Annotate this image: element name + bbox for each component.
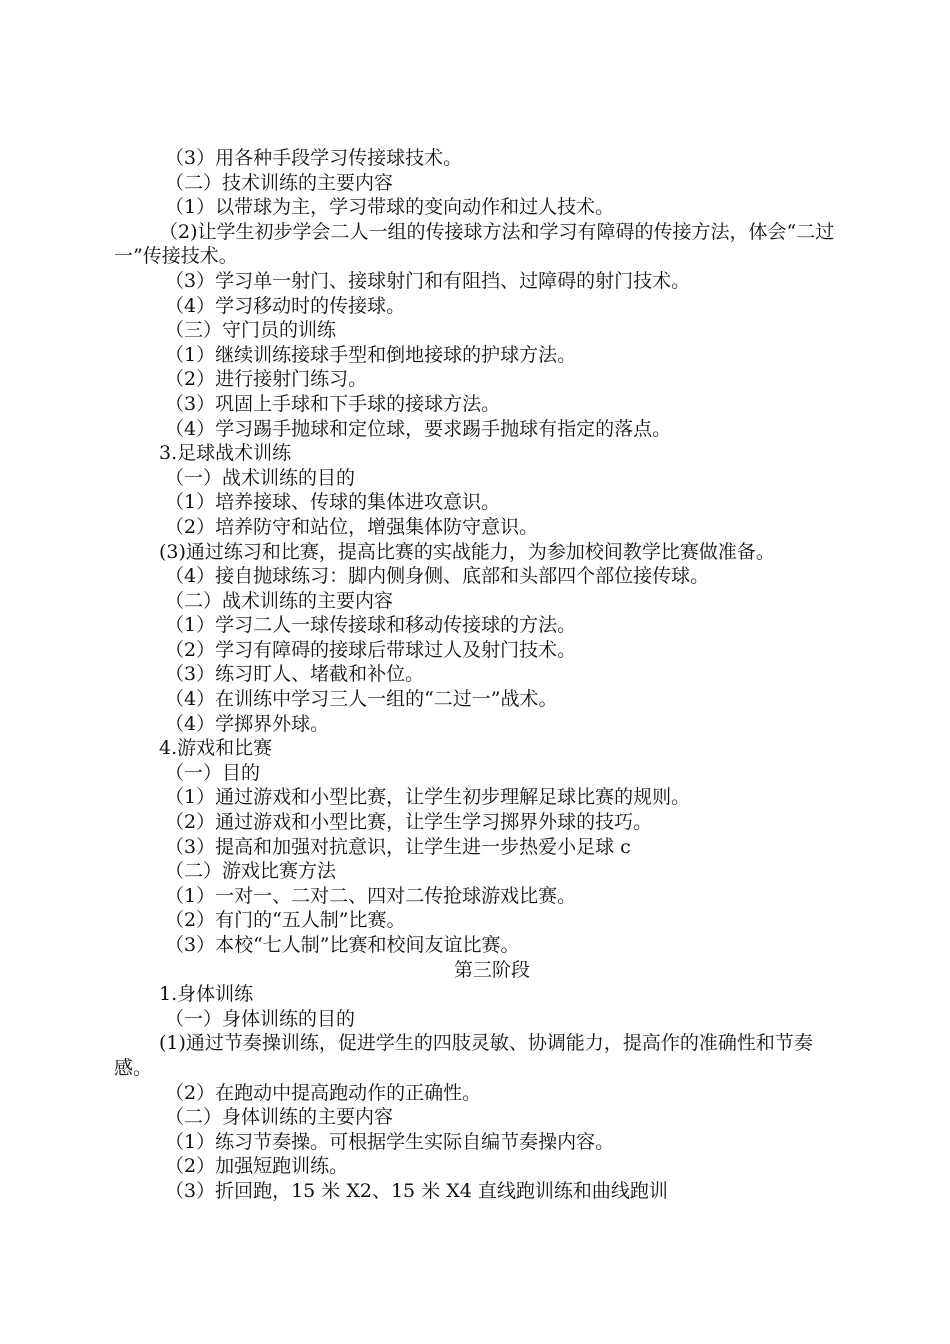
text-line: （1）学习二人一球传接球和移动传接球的方法。 — [165, 614, 577, 637]
text-line: （1）继续训练接球手型和倒地接球的护球方法。 — [165, 343, 577, 366]
section-heading: 4.游戏和比赛 — [159, 737, 273, 760]
text-line: （2）培养防守和站位，增强集体防守意识。 — [165, 515, 539, 538]
section-heading: （三）守门员的训练 — [165, 319, 337, 342]
section-heading: （一）目的 — [165, 761, 261, 784]
text-line: （3）提高和加强对抗意识，让学生进一步热爱小足球 c — [165, 835, 631, 858]
text-line: （3）本校“七人制”比赛和校间友谊比赛。 — [165, 934, 520, 956]
text-line: （3）用各种手段学习传接球技术。 — [165, 147, 463, 169]
text-line: （2）学习有障碍的接球后带球过人及射门技术。 — [165, 638, 577, 661]
section-heading: 3.足球战术训练 — [159, 442, 292, 465]
text-line: （3）巩固上手球和下手球的接球方法。 — [165, 392, 501, 415]
text-line: （3）折回跑，15 米 X2、15 米 X4 直线跑训练和曲线跑训 — [165, 1179, 668, 1202]
stage-title: 第三阶段 — [453, 958, 530, 981]
text-line: （1）通过游戏和小型比赛，让学生初步理解足球比赛的规则。 — [165, 786, 691, 809]
text-line: （2）在跑动中提高跑动作的正确性。 — [165, 1081, 482, 1104]
text-line: （2）通过游戏和小型比赛，让学生学习掷界外球的技巧。 — [165, 811, 653, 834]
text-line: （3）学习单一射门、接球射门和有阻挡、过障碍的射门技术。 — [165, 269, 691, 292]
text-line: （4）在训练中学习三人一组的“二过一”战术。 — [165, 688, 558, 711]
text-line: （2）有门的“五人制”比赛。 — [165, 909, 406, 932]
section-heading: （二）身体训练的主要内容 — [165, 1106, 394, 1129]
text-line: （1）一对一、二对二、四对二传抢球游戏比赛。 — [165, 884, 577, 907]
text-line: （1）以带球为主，学习带球的变向动作和过人技术。 — [165, 196, 615, 219]
text-line: （4）学习踢手抛球和定位球，要求踢手抛球有指定的落点。 — [165, 417, 672, 440]
text-line: （1）培养接球、传球的集体进攻意识。 — [165, 491, 501, 514]
section-heading: （二）技术训练的主要内容 — [165, 171, 394, 194]
text-line: （4）学掷界外球。 — [165, 712, 330, 735]
section-heading: （二）游戏比赛方法 — [165, 860, 337, 883]
text-paragraph: （2)让学生初步学会二人一组的传接球方法和学习有障碍的传接方法，体会“二过一”传接技术。 — [114, 220, 835, 268]
section-heading: 1.身体训练 — [159, 983, 254, 1006]
section-heading: （二）战术训练的主要内容 — [165, 589, 394, 612]
text-paragraph: (3)通过练习和比赛，提高比赛的实战能力，为参加校间教学比赛做准备。 — [159, 540, 775, 563]
text-line: （2）加强短跑训练。 — [165, 1155, 349, 1178]
section-heading: （一）战术训练的目的 — [165, 466, 356, 489]
text-line: （4）学习移动时的传接球。 — [165, 294, 406, 317]
text-line: （1）练习节奏操。可根据学生实际自编节奏操内容。 — [165, 1130, 615, 1153]
document-body — [114, 146, 840, 1204]
text-line: （4）接自抛球练习：脚内侧身侧、底部和头部四个部位接传球。 — [165, 565, 710, 588]
text-paragraph: (1)通过节奏操训练，促进学生的四肢灵敏、协调能力，提高作的准确性和节奏感。 — [114, 1032, 813, 1079]
text-line: （3）练习盯人、堵截和补位。 — [165, 663, 425, 686]
text-line: （2）进行接射门练习。 — [165, 368, 368, 391]
section-heading: （一）身体训练的目的 — [165, 1007, 356, 1030]
